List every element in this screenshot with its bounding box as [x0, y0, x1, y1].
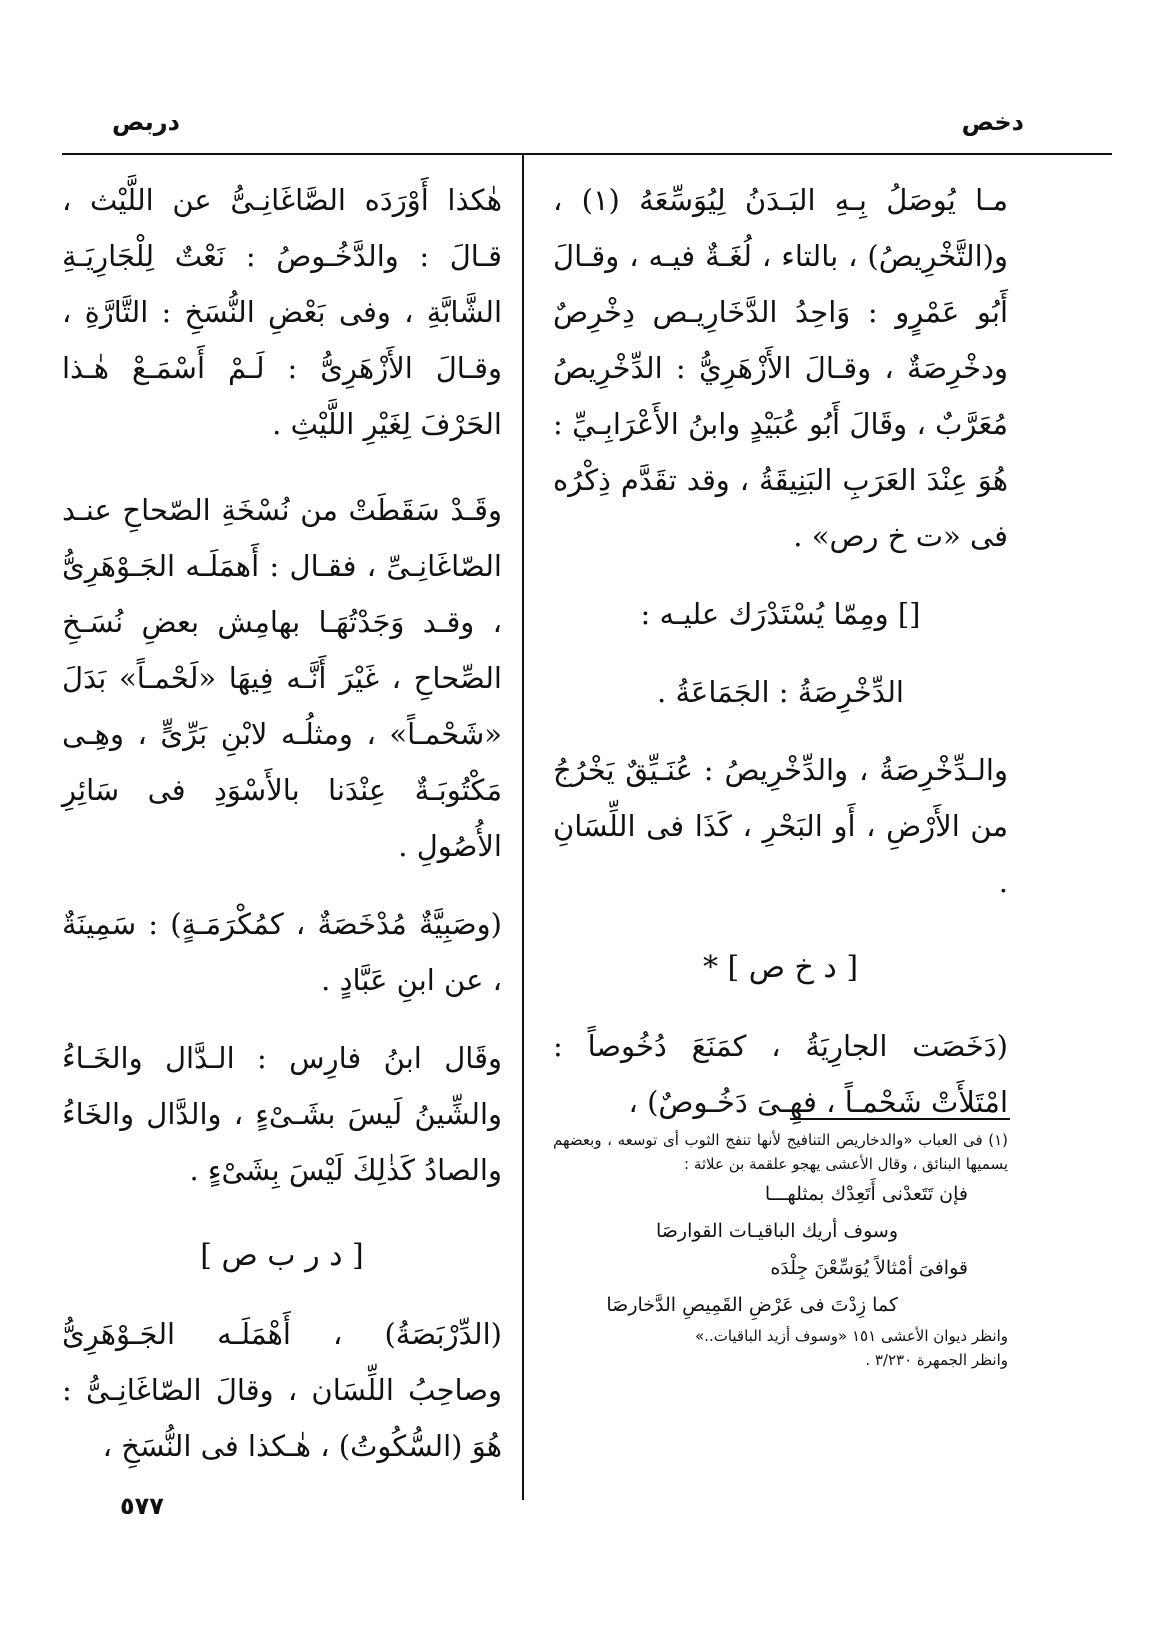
left-paragraph-3: (وصَبِيَّةٌ مُدْخَصَةٌ ، كمُكْرَمَـةٍ) : سَمِينَةٌ ، عن ابنِ عَبَّادٍ . — [62, 907, 502, 997]
footnote-line-2: وانظر ديوان الأعشى ١٥١ «وسوف أزيد الباقيات..» — [695, 1327, 1008, 1345]
entry-heading-drbs: [ د ر ب ص ] — [200, 1238, 364, 1273]
left-paragraph-1: هٰكذا أَوْرَدَه الصَّاغَانِـىُّ عن اللَّيْث ، قـالَ : والدَّخُـوصُ : نَعْتٌ لِلْجَارِيَـةِ الشَّابَّةِ ، وفى بَعْضِ النُّسَخِ : التَّارَّةِ ، وقـالَ الأَزْهَرِىُّ : لَـمْ أَسْمَـعْ هٰـذا الحَرْفَ لِغَيْرِ اللَّيْثِ . — [62, 183, 502, 441]
footnote-rule — [790, 1118, 1010, 1120]
right-paragraph-1: مـا يُوصَلُ بِـهِ البَـدَنُ لِيُوَسِّعَهُ (١) ، و(التَّخْرِيصُ) ، بالتاء ، لُغَـةٌ فيـه ، وقـالَ أَبُو عَمْرٍو : وَاحِدُ الدَّخَارِيـص دِخْرِصٌ ودخْرِصَةٌ ، وقـالَ الأَزْهَرِيُّ : الدِّخْرِيصُ مُعَرَّبٌ ، وقَالَ أَبُو عُبَيْدٍ وابنُ الأَعْرَابِـيِّ : هُوَ عِنْدَ العَرَبِ البَنِيقَةُ ، وقد تقَدَّم ذِكْرُه فى «ت خ رص» . — [553, 183, 1008, 553]
footnote-verse-2: وسوف أريك الباقيـات القوارصَا — [656, 1220, 898, 1242]
footnote-line-3: وانظر الجمهرة ٣/٢٣٠ . — [865, 1351, 1008, 1369]
left-column — [62, 172, 502, 1474]
footnote-line-1: (١) فى العباب «والدخاريص التنافيج لأنها تنفج الثوب أى توسعه ، وبعضهم يسميها البنائق ، وقال الأعشى يهجو علقمة بن علاثة : — [553, 1131, 1008, 1173]
left-paragraph-2: وقَـدْ سَقَطَتْ من نُسْخَةِ الصّحاحِ عنـد الصّاغَانِـىِّ ، فقـال : أَهمَلَـه الجَـوْهَرِىُّ ، وقـد وَجَدْتُهَـا بهامِش بعضِ نُسَـخِ الصِّحاحِ ، غَيْرَ أَنَّـه فِيهَا «لَحْمـاً» بَدَلَ «شَحْمـاً» ، ومثلُـه لابْنِ بَرِّىٍّ ، وهِـى مَكْتُوبَـةٌ عِنْدَنا بالأَسْوَدِ فى سَائِرِ الأُصُولِ . — [62, 493, 502, 863]
page-number: ٥٧٧ — [120, 1492, 164, 1520]
running-header-left: دربص — [112, 108, 180, 136]
left-paragraph-4: وقَال ابنُ فارِس : الـدَّال والخَـاءُ والشِّينُ لَيسَ بشَـىْءٍ ، والدَّال والخَاءُ والصادُ كَذٰلِكَ لَيْسَ بِشَىْءٍ . — [62, 1041, 502, 1187]
right-paragraph-2: [] ومِمّا يُسْتَدْرَك عليـه : — [640, 597, 921, 631]
right-paragraph-4: والـدِّخْرِصَةُ ، والدِّخْرِيصُ : عُنَـيِّقٌ يَخْرُجُ من الأَرْضِ ، أَو البَحْرِ ، كَذَا فى اللِّسَانِ . — [553, 753, 1008, 899]
right-paragraph-3: الدِّخْرِصَةُ : الجَمَاعَةُ . — [657, 675, 904, 709]
running-header-right: دخص — [961, 108, 1024, 136]
right-paragraph-5: (دَخَصَت الجارِيَةُ ، كمَنَعَ دُخُوصاً : امْتَلأَتْ شَحْمـاً ، فهِـىَ دَخُـوصٌ) ، — [553, 1029, 1008, 1119]
footnote — [553, 1128, 1008, 1372]
footnote-verse-3: قوافىَ أمْثالاً يُوَسِّعْنَ جِلْدَه — [770, 1257, 968, 1279]
right-column — [553, 172, 1008, 1130]
header-rule — [62, 153, 1112, 155]
footnote-verse-1: فإن تَتَعدْنى أَتَعِدْك بمثلهـــا — [764, 1183, 968, 1205]
left-paragraph-5: (الدِّرْبَصَةُ) ، أَهْمَلَـه الجَـوْهَرِىُّ وصاحِبُ اللِّسَان ، وقالَ الصّاغَانِـىُّ : هُوَ (السُّكُوتُ) ، هٰـكذا فى النُّسَخِ ، — [62, 1317, 502, 1463]
footnote-verse-4: كما زِدْتَ فى عَرْضِ القَمِيصِ الدَّخارصَا — [606, 1294, 898, 1316]
entry-heading-dkhs: [ د خ ص ] * — [702, 950, 859, 985]
column-divider — [522, 155, 524, 1500]
